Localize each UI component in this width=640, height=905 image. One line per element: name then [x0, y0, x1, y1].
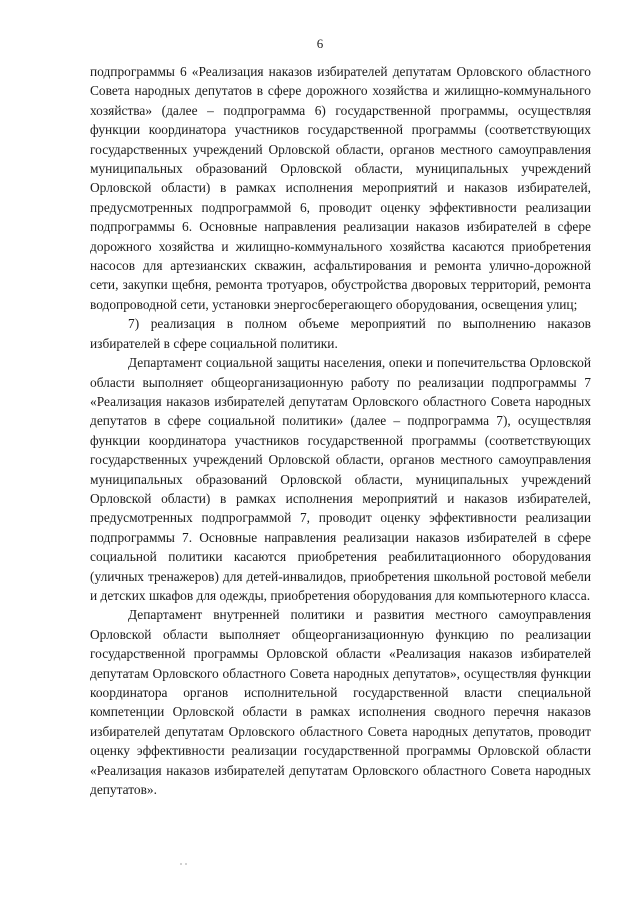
body-text — [90, 62, 591, 799]
paragraph-social-protection-department: Департамент социальной защиты населения, опеки и попечительства Орловской области выполняет общеорганизационную работу по реализации подпрограммы 7 «Реализация наказов избирателей депутатам Орловского областного Совета народных депутатов в сфере социальной политики» (далее – подпрограмма 7), осуществляя функции координатора участников государственной программы (соответствующих государственных учреждений Орловской области, органов местного самоуправления муниципальных образований Орловской области, муниципальных учреждений Орловской области) в рамках исполнения мероприятий и наказов избирателей, предусмотренных подпрограммой 7, проводит оценку эффективности реализации подпрограммы 7. Основные направления реализации наказов избирателей в сфере социальной политики касаются приобретения реабилитационного оборудования (уличных тренажеров) для детей-инвалидов, приобретения школьной ростовой мебели и детских шкафов для одежды, приобретения оборудования для компьютерного класса. — [90, 355, 591, 603]
paragraph-item-7: 7) реализация в полном объеме мероприятий по выполнению наказов избирателей в сфере социальной политики. — [90, 316, 591, 351]
paragraph-internal-policy-department: Департамент внутренней политики и развития местного самоуправления Орловской области выполняет общеорганизационную функцию по реализации государственной программы Орловской области «Реализация наказов избирателей депутатам Орловского областного Совета народных депутатов», осуществляя функции координатора органов исполнительной государственной власти специальной компетенции Орловской области в рамках исполнения сводного перечня наказов избирателей депутатам Орловского областного Совета народных депутатов, проводит оценку эффективности реализации государственной программы Орловской области «Реализация наказов избирателей депутатам Орловского областного Совета народных депутатов». — [90, 607, 591, 798]
page-number: 6 — [316, 36, 324, 51]
scan-speck — [180, 852, 194, 854]
paragraph-subprogram-6: подпрограммы 6 «Реализация наказов избирателей депутатам Орловского областного Совета народных депутатов в сфере дорожного хозяйства и жилищно-коммунального хозяйства» (далее – подпрограмма 6) государственной программы, осуществляя функции координатора участников государственной программы (соответствующих государственных учреждений Орловской области, органов местного самоуправления муниципальных образований Орловской области, муниципальных учреждений Орловской области) в рамках исполнения мероприятий и наказов избирателей, предусмотренных подпрограммой 6, проводит оценку эффективности реализации подпрограммы 6. Основные направления реализации наказов избирателей в сфере дорожного хозяйства и жилищно-коммунального хозяйства касаются приобретения насосов для артезианских скважин, асфальтирования и ремонта улично-дорожной сети, закупки щебня, ремонта тротуаров, обустройства дворовых территорий, ремонта водопроводной сети, установки энергосберегающего оборудования, освещения улиц; — [90, 64, 591, 312]
